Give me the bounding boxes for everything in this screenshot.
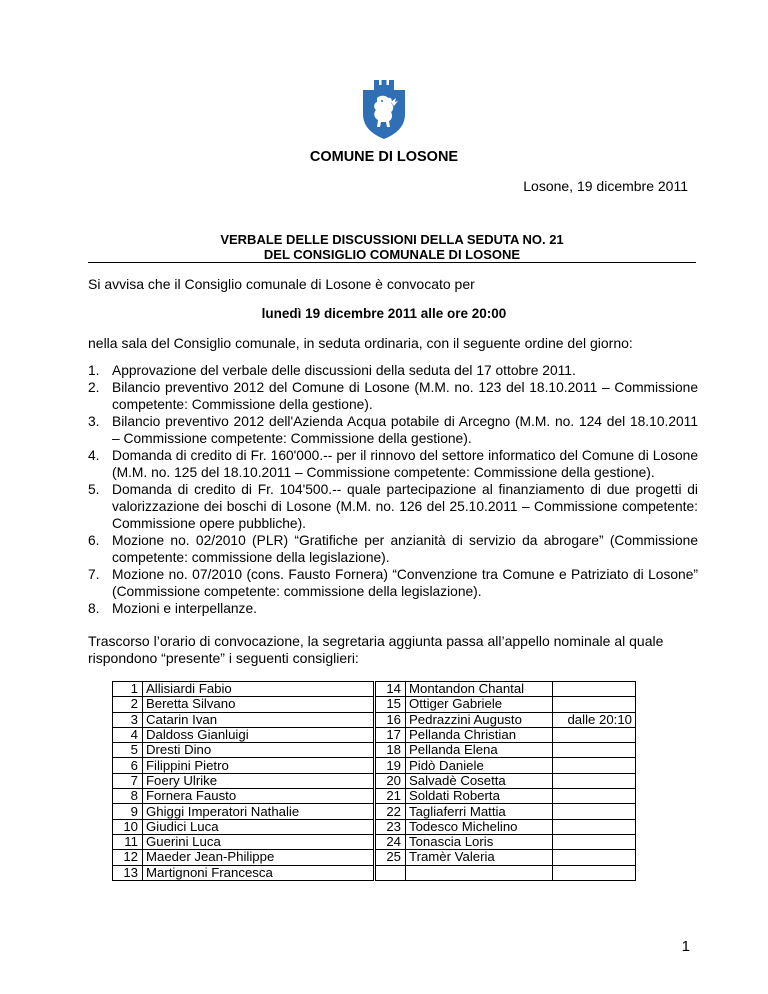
session-datetime: lunedì 19 dicembre 2011 alle ore 20:00 bbox=[261, 306, 507, 321]
agenda-item: 8. Mozioni e interpellanze. bbox=[88, 601, 257, 616]
table-row: 21 Soldati Roberta bbox=[376, 789, 636, 804]
agenda-item: 1. Approvazione del verbale delle discussioni della seduta del 17 ottobre 2011. bbox=[88, 363, 576, 378]
table-row: 19 Pidò Daniele bbox=[376, 758, 636, 773]
table-row: 8 Fornera Fausto bbox=[113, 789, 374, 804]
place-date: Losone, 19 dicembre 2011 bbox=[523, 178, 688, 194]
arrival-note: dalle 20:10 bbox=[553, 712, 636, 727]
table-row: 24 Tonascia Loris bbox=[376, 834, 636, 849]
agenda-item: 7. Mozione no. 07/2010 (cons. Fausto Fornera) “Convenzione tra Comune e Patriziato di Losone” (Commissione competente: commissione della legislazione). bbox=[88, 567, 698, 599]
session-venue: nella sala del Consiglio comunale, in seduta ordinaria, con il seguente ordine del giorno: bbox=[88, 335, 633, 351]
table-row: 13 Martignoni Francesca bbox=[113, 865, 374, 880]
table-row: 7 Foery Ulrike bbox=[113, 773, 374, 788]
document-title-line-1: VERBALE DELLE DISCUSSIONI DELLA SEDUTA NO. 21 bbox=[220, 232, 564, 247]
agenda-item: 2. Bilancio preventivo 2012 del Comune di Losone (M.M. no. 123 del 18.10.2011 – Commissione competente: Commissione della gestione). bbox=[88, 380, 698, 412]
agenda-item: 6. Mozione no. 02/2010 (PLR) “Gratifiche per anzianità di servizio da abrogare” (Commissione competente: commissione della legislazione). bbox=[88, 533, 698, 565]
table-row: 25 Tramèr Valeria bbox=[376, 850, 636, 865]
table-row: 18 Pellanda Elena bbox=[376, 743, 636, 758]
table-row: 14 Montandon Chantal bbox=[376, 682, 636, 697]
agenda-list bbox=[88, 362, 698, 617]
table-row: 15 Ottiger Gabriele bbox=[376, 697, 636, 712]
table-row: 23 Todesco Michelino bbox=[376, 819, 636, 834]
municipal-crest-icon bbox=[360, 78, 408, 140]
table-row: 11 Guerini Luca bbox=[113, 834, 374, 849]
table-row: 20 Salvadè Cosetta bbox=[376, 773, 636, 788]
document-title-line-2: DEL CONSIGLIO COMUNALE DI LOSONE bbox=[263, 247, 521, 262]
document-title bbox=[88, 232, 696, 262]
table-row-empty bbox=[376, 865, 636, 880]
rollcall-table-right bbox=[375, 681, 636, 881]
table-row: 22 Tagliaferri Mattia bbox=[376, 804, 636, 819]
municipality-title: COMUNE DI LOSONE bbox=[309, 149, 459, 165]
convocation-intro: Si avvisa che il Consiglio comunale di Losone è convocato per bbox=[88, 276, 475, 292]
table-row: 1 Allisiardi Fabio bbox=[113, 682, 374, 697]
table-row: 5 Dresti Dino bbox=[113, 743, 374, 758]
table-row: 16 Pedrazzini Augusto dalle 20:10 bbox=[376, 712, 636, 727]
table-row: 17 Pellanda Christian bbox=[376, 727, 636, 742]
table-row: 3 Catarin Ivan bbox=[113, 712, 374, 727]
table-row: 12 Maeder Jean-Philippe bbox=[113, 850, 374, 865]
agenda-item: 3. Bilancio preventivo 2012 dell'Azienda Acqua potabile di Arcegno (M.M. no. 124 del 18.10.2011 – Commissione competente: Commissione della gestione). bbox=[88, 414, 698, 446]
agenda-item: 4. Domanda di credito di Fr. 160'000.-- per il rinnovo del settore informatico del Comune di Losone (M.M. no. 125 del 18.10.2011 – Commissione competente: Commissione della gestione). bbox=[88, 448, 698, 480]
rollcall-table-left bbox=[112, 681, 374, 881]
table-row: 9 Ghiggi Imperatori Nathalie bbox=[113, 804, 374, 819]
title-divider bbox=[88, 262, 696, 263]
table-row: 10 Giudici Luca bbox=[113, 819, 374, 834]
page-number: 1 bbox=[681, 938, 690, 955]
table-row: 2 Beretta Silvano bbox=[113, 697, 374, 712]
rollcall-intro: Trascorso l’orario di convocazione, la segretaria aggiunta passa all’appello nominale al quale rispondono “presente” i seguenti consiglieri: bbox=[88, 633, 664, 666]
agenda-item: 5. Domanda di credito di Fr. 104'500.-- quale partecipazione al finanziamento di due progetti di valorizzazione dei boschi di Losone (M.M. no. 126 del 25.10.2011 – Commissione competente: Commissione opere pubbliche). bbox=[88, 482, 698, 531]
table-row: 6 Filippini Pietro bbox=[113, 758, 374, 773]
table-row: 4 Daldoss Gianluigi bbox=[113, 727, 374, 742]
